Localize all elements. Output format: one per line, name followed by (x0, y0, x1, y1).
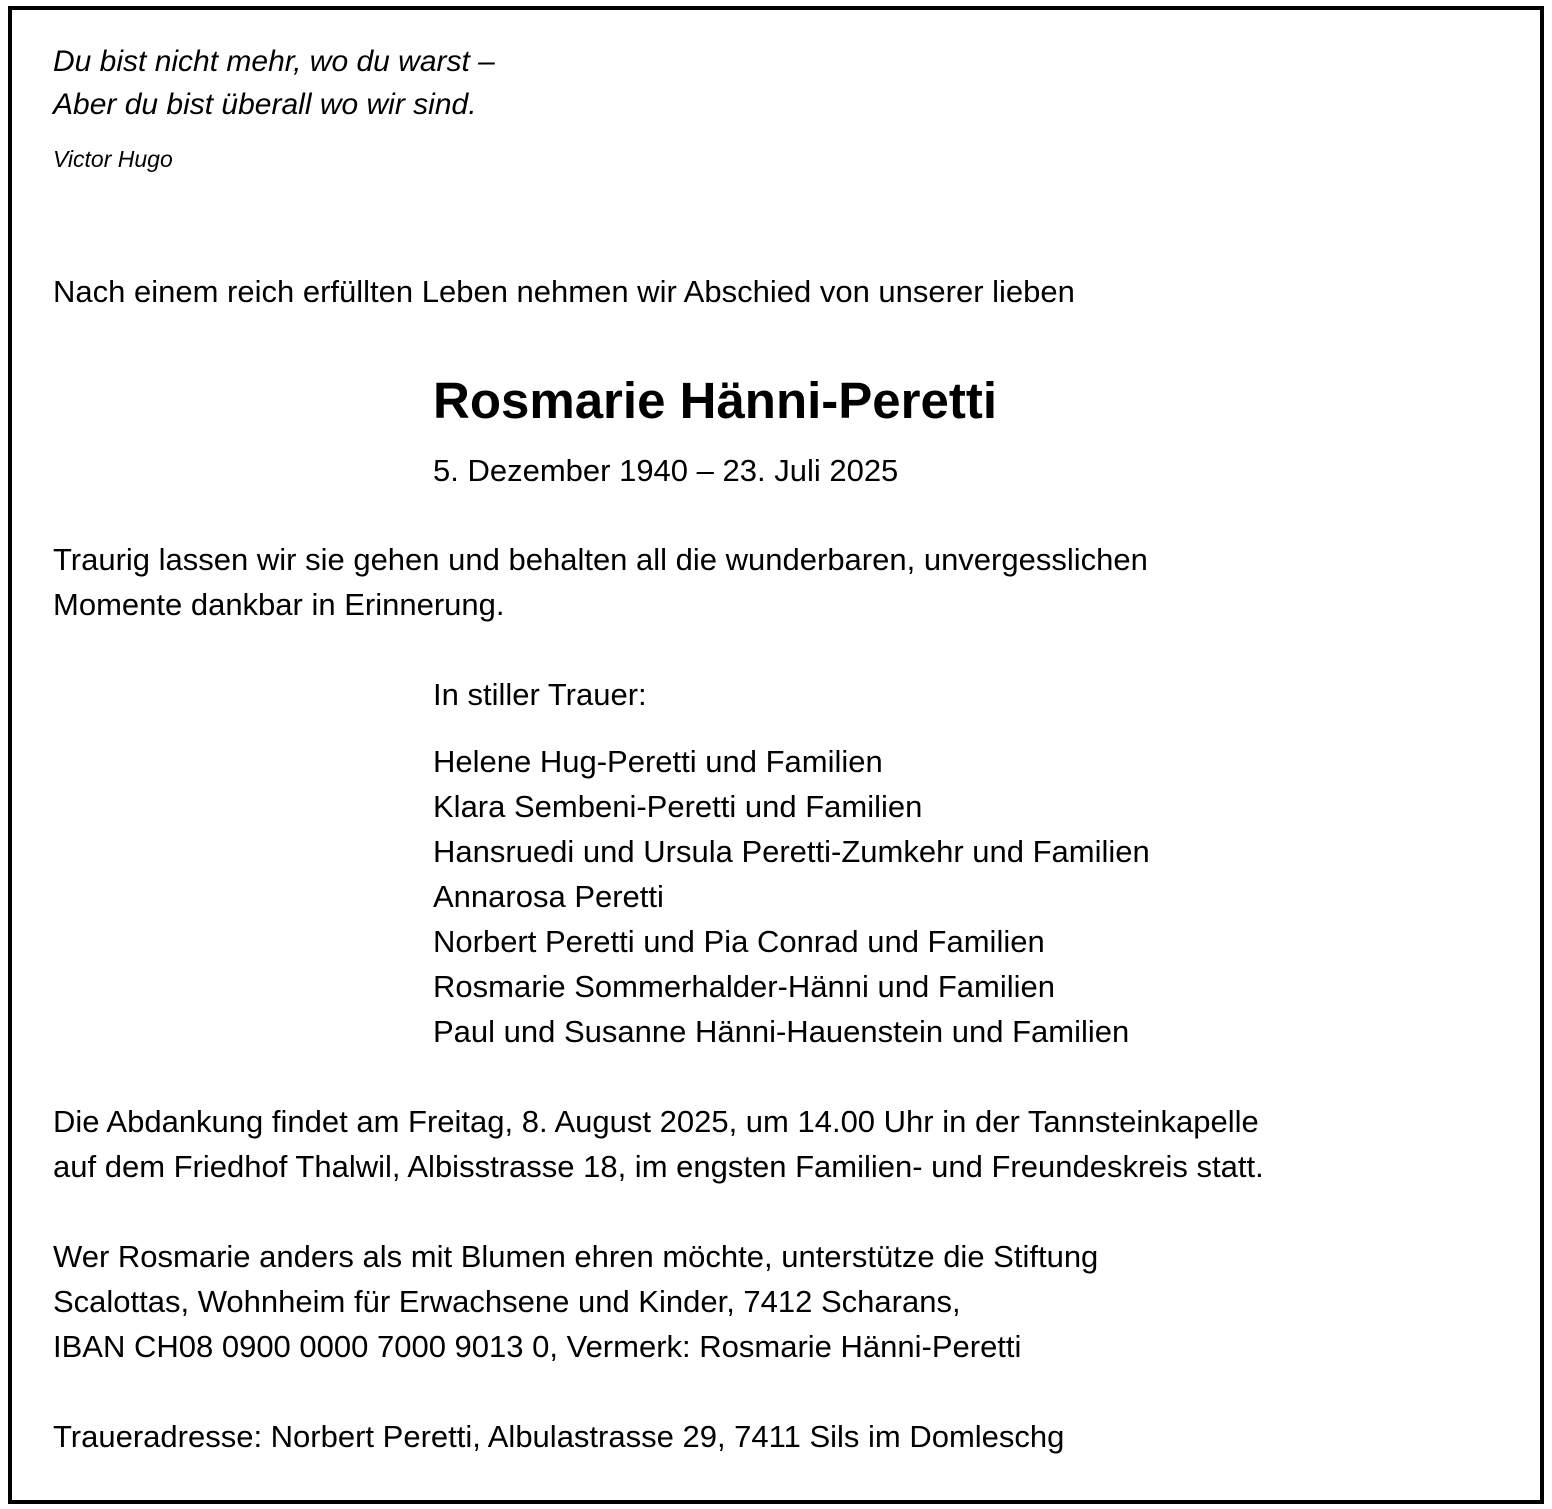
mourner-name: Helene Hug-Peretti und Familien (433, 744, 883, 779)
mourner-name: Norbert Peretti und Pia Conrad und Familien (433, 924, 1045, 959)
quote-line-2: Aber du bist überall wo wir sind. (53, 88, 477, 121)
donation-line-3: IBAN CH08 0900 0000 7000 9013 0, Vermerk: Rosmarie Hänni-Peretti (53, 1329, 1022, 1364)
mourner-name: Rosmarie Sommerhalder-Hänni und Familien (433, 969, 1055, 1004)
donation-line-2: Scalottas, Wohnheim für Erwachsene und Kinder, 7412 Scharans, (53, 1284, 961, 1319)
mourner-name: Hansruedi und Ursula Peretti-Zumkehr und Familien (433, 834, 1150, 869)
quote-author: Victor Hugo (53, 146, 173, 172)
mourner-name: Klara Sembeni-Peretti und Familien (433, 789, 923, 824)
mourner-name: Paul und Susanne Hänni-Hauenstein und Familien (433, 1014, 1130, 1049)
service-line-2: auf dem Friedhof Thalwil, Albisstrasse 18, im engsten Familien- und Freundeskreis statt. (53, 1149, 1264, 1184)
mourners-heading: In stiller Trauer: (433, 677, 647, 712)
service-line-1: Die Abdankung findet am Freitag, 8. August 2025, um 14.00 Uhr in der Tannsteinkapelle (53, 1104, 1259, 1139)
deceased-name: Rosmarie Hänni-Peretti (433, 372, 997, 429)
mourning-address: Traueradresse: Norbert Peretti, Albulastrasse 29, 7411 Sils im Domleschg (53, 1419, 1065, 1454)
donation-line-1: Wer Rosmarie anders als mit Blumen ehren möchte, unterstütze die Stiftung (53, 1239, 1099, 1274)
mourner-name: Annarosa Peretti (433, 879, 664, 914)
message-line-2: Momente dankbar in Erinnerung. (53, 587, 505, 622)
deceased-dates: 5. Dezember 1940 – 23. Juli 2025 (433, 453, 899, 488)
quote-line-1: Du bist nicht mehr, wo du warst – (53, 45, 495, 78)
intro-text: Nach einem reich erfüllten Leben nehmen wir Abschied von unserer lieben (53, 274, 1075, 309)
message-line-1: Traurig lassen wir sie gehen und behalten all die wunderbaren, unvergesslichen (53, 542, 1148, 577)
